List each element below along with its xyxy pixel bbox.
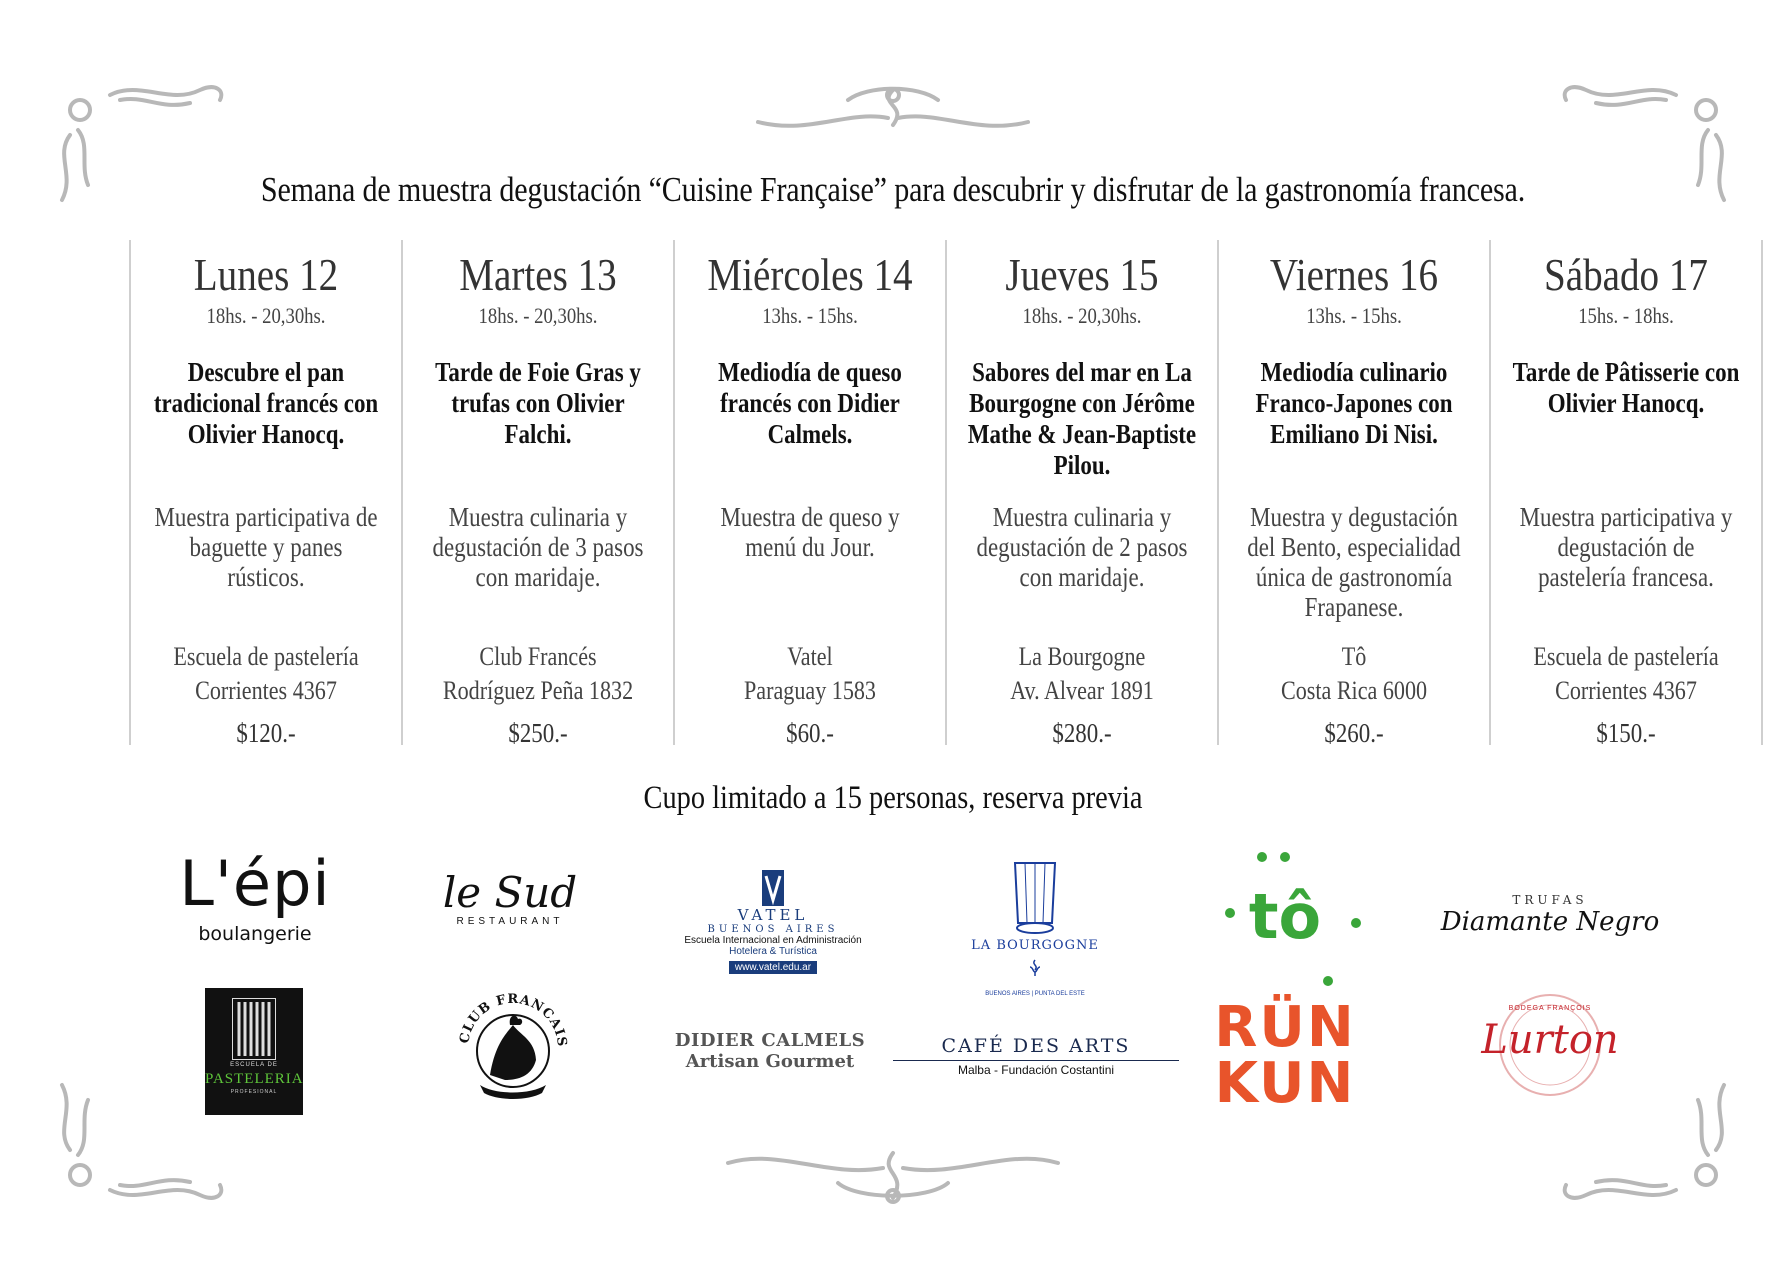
day-column [403,240,675,748]
day-title: Tarde de Foie Gras y trufas con Olivier Falchi. [435,357,641,449]
club-francais-name: CLUB FRANCAIS [457,991,570,1049]
day-title: Sabores del mar en La Bourgogne con Jérôme Mathe & Jean-Baptiste Pilou. [967,357,1197,480]
center-ornament-bottom [718,1138,1068,1208]
chef-hat-icon [1010,858,1060,938]
day-time: 13hs. - 15hs. [762,303,858,328]
to-name: tô [1248,880,1322,953]
day-price: $280.- [1052,718,1112,748]
lesud-sub: RESTAURANT [456,916,564,927]
day-venue: Vatel [787,642,833,671]
day-time: 18hs. - 20,30hs. [206,303,326,328]
day-venue: Tô [1341,642,1367,671]
escuela-pasteleria-logo [205,988,303,1115]
escuela-line3: PROFESIONAL [230,1089,278,1095]
bourgogne-name: LA BOURGOGNE [971,938,1099,953]
decorative-dot [1280,852,1290,862]
trufas-name: Diamante Negro [1440,907,1660,937]
day-venue-block [423,640,653,708]
vatel-city: BUENOS AIRES [707,924,839,935]
cafe-des-arts-logo [893,1035,1179,1077]
day-time: 13hs. - 15hs. [1306,303,1402,328]
lurton-logo [1470,985,1630,1105]
day-address: Corrientes 4367 [1555,676,1697,705]
day-address: Corrientes 4367 [195,676,337,705]
day-description: Muestra culinaria y degustación de 2 pasos con maridaje. [976,502,1188,592]
trufas-logo [1440,893,1660,937]
runkun-line1: RÜN [1214,995,1356,1060]
day-title: Descubre el pan tradicional francés con Olivier Hanocq. [153,357,379,449]
day-description: Muestra participativa y degustación de pastelería francesa. [1519,502,1733,592]
schedule [129,240,1740,748]
didier-calmels-logo [665,1030,875,1072]
day-name: Lunes 12 [193,249,339,300]
day-venue-block [151,640,381,708]
day-venue-block [695,640,925,708]
didier-line2: Artisan Gourmet [685,1051,855,1072]
cafe-name: CAFÉ DES ARTS [941,1035,1131,1057]
day-time: 15hs. - 18hs. [1578,303,1674,328]
day-price: $260.- [1324,718,1384,748]
day-price: $250.- [508,718,568,748]
day-time: 18hs. - 20,30hs. [478,303,598,328]
day-title: Tarde de Pâtisserie con Olivier Hanocq. [1512,357,1740,418]
day-venue-block [1511,640,1741,708]
lepi-logo [170,847,340,945]
cafe-sub: Malba - Fundación Costantini [957,1063,1115,1077]
day-column [1219,240,1491,748]
runkun-logo [1205,995,1365,1116]
day-name: Sábado 17 [1544,249,1708,300]
club-francais-logo [450,985,576,1116]
vatel-url: www.vatel.edu.ar [729,961,817,974]
day-name: Miércoles 14 [707,249,913,300]
day-price: $150.- [1596,718,1656,748]
day-venue: Escuela de pastelería [1533,642,1719,671]
day-name: Viernes 16 [1269,249,1439,300]
cafe-rule [893,1060,1179,1061]
didier-line1: DIDIER CALMELS [674,1030,866,1051]
lurton-top: BODEGA FRANÇOIS [1508,1005,1592,1012]
vatel-emblem-icon [762,870,784,906]
day-title: Mediodía culinario Franco-Japones con Emiliano Di Nisi. [1255,357,1453,449]
corner-ornament-bottom-left [50,1080,230,1210]
bourgogne-logo [965,858,1105,997]
decorative-dot [1323,976,1333,986]
escuela-line1: ESCUELA DE [230,1062,278,1068]
to-logo [1205,848,1365,988]
page-headline: Semana de muestra degustación “Cuisine Française” para descubrir y disfrutar de la gastronomía francesa. [260,170,1526,209]
day-venue-block [967,640,1197,708]
day-description: Muestra participativa de baguette y panes rústicos. [154,502,378,592]
day-description: Muestra culinaria y degustación de 3 pasos con maridaje. [432,502,644,592]
vatel-line1: Escuela Internacional en Administración [684,935,862,946]
building-icon [232,998,276,1060]
decorative-dot [1257,852,1267,862]
rooster-emblem-icon [450,985,576,1111]
day-title: Mediodía de queso francés con Didier Calmels. [718,357,902,449]
lepi-name: L'épi [179,847,331,920]
day-name: Jueves 15 [1005,249,1159,300]
day-address: Rodríguez Peña 1832 [442,676,634,705]
escuela-line2: PASTELERIA [205,1071,304,1087]
day-venue: La Bourgogne [1018,642,1146,671]
fleur-icon [1027,959,1043,977]
vatel-line2: Hotelera & Turística [729,946,817,957]
lesud-name: le Sud [442,868,578,917]
day-description: Muestra de queso y menú du Jour. [720,502,900,562]
lurton-name: Lurton [1481,1017,1619,1063]
trufas-top: TRUFAS [1512,893,1588,907]
bourgogne-sub: BUENOS AIRES | PUNTA DEL ESTE [985,991,1085,997]
day-column [947,240,1219,748]
day-venue: Club Francés [479,642,597,671]
day-column [675,240,947,748]
day-description: Muestra y degustación del Bento, especialidad única de gastronomía Frapanese. [1247,502,1461,622]
day-venue: Escuela de pastelería [173,642,359,671]
day-address: Costa Rica 6000 [1280,676,1428,705]
day-price: $60.- [786,718,834,748]
vatel-name: VATEL [737,906,809,924]
day-address: Av. Alvear 1891 [1010,676,1154,705]
lesud-logo [420,870,600,927]
vatel-logo [668,870,878,975]
day-column [1491,240,1763,748]
day-time: 18hs. - 20,30hs. [1022,303,1142,328]
day-address: Paraguay 1583 [744,676,876,705]
center-ornament-top [748,80,1038,140]
lepi-sub: boulangerie [198,923,312,945]
capacity-note: Cupo limitado a 15 personas, reserva previa [643,780,1143,816]
day-venue-block [1239,640,1469,708]
runkun-line2: KUN [1214,1051,1356,1116]
day-column [131,240,403,748]
day-name: Martes 13 [459,249,617,300]
day-price: $120.- [236,718,296,748]
